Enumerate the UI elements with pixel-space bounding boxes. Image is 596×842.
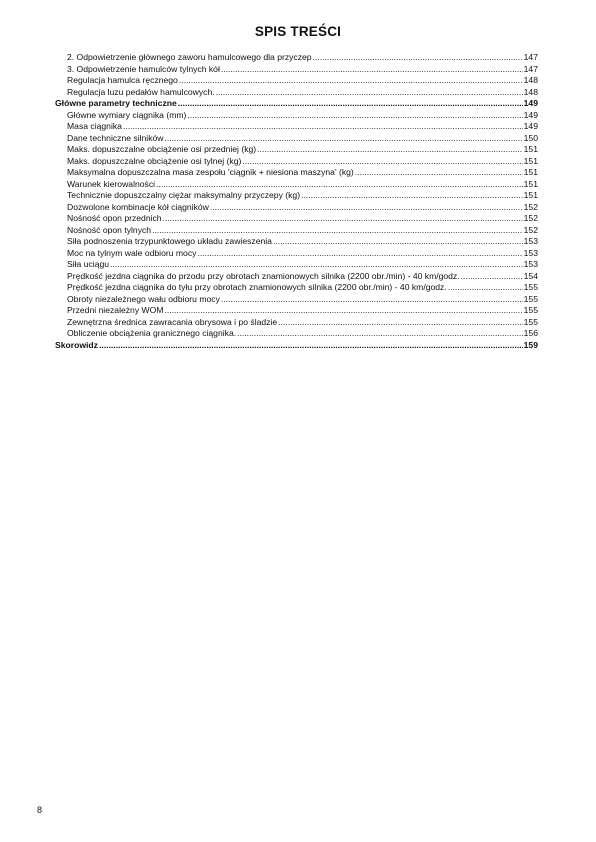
toc-dot-leader [210,202,523,214]
toc-entry-title: Technicznie dopuszczalny ciężar maksymalny przyczepy (kg) [67,190,301,200]
toc-entry[interactable] [55,305,538,317]
toc-entry[interactable] [55,213,538,225]
toc-entry[interactable] [55,202,538,214]
toc-entry-title: Siła uciągu [67,259,110,269]
toc-entry-title: Moc na tylnym wale odbioru mocy [67,247,197,258]
toc-entry-page: 148 [523,75,538,85]
toc-dot-leader [99,340,523,352]
toc-entry-page: 149 [523,109,538,120]
toc-entry[interactable] [55,98,538,110]
toc-entry[interactable] [55,328,538,340]
toc-entry-page: 149 [523,98,538,108]
toc-entry-title: Główne parametry techniczne [55,98,177,108]
toc-entry[interactable] [55,87,538,99]
toc-entry-title: 2. Odpowietrzenie głównego zaworu hamulcowego dla przyczep [67,52,312,62]
toc-entry-title: Maks. dopuszczalne obciążenie osi tylnej (kg) [67,155,242,166]
toc-dot-leader [179,75,523,87]
toc-entry-title: Nośność opon tylnych [67,224,152,235]
toc-entry-title: Przedni niezależny WOM [67,305,164,315]
toc-entry-title: Obliczenie obciążenia granicznego ciągnika. [67,328,237,338]
toc-entry[interactable] [55,64,538,76]
toc-entry-title: Skorowidz [55,339,98,350]
toc-entry-page: 153 [523,259,538,269]
toc-entry-page: 148 [523,86,538,97]
page-number: 8 [37,805,43,815]
toc-entry-page: 151 [523,155,538,166]
toc-entry-page: 155 [523,293,538,304]
toc-entry[interactable] [55,121,538,133]
toc-entry[interactable] [55,271,538,283]
toc-entry-page: 152 [523,201,538,212]
toc-dot-leader [242,156,522,168]
toc-dot-leader [163,213,523,225]
toc-entry-page: 155 [523,316,538,327]
toc-entry-page: 147 [523,52,538,62]
toc-entry-title: Masa ciągnika [67,121,122,131]
toc-entry[interactable] [55,294,538,306]
toc-dot-leader [355,167,523,179]
toc-entry-page: 152 [523,224,538,235]
toc-entry[interactable] [55,179,538,191]
toc-entry-page: 150 [523,132,538,143]
toc-entry-title: Maksymalna dopuszczalna masa zespołu 'ciągnik + niesiona maszyna' (kg) [67,167,354,177]
toc-dot-leader [273,236,523,248]
toc-dot-leader [110,259,523,271]
toc-entry[interactable] [55,110,538,122]
toc-entry-title: Zewnętrzna średnica zawracania obrysowa i po śladzie [67,316,278,327]
toc-entry-title: Prędkość jezdna ciągnika do tyłu przy obrotach znamionowych silnika (2200 obr./min) - 40 km/godz. [67,282,447,292]
toc-entry-page: 152 [523,213,538,223]
toc-entry[interactable] [55,167,538,179]
toc-entry-page: 149 [523,121,538,131]
toc-dot-leader [165,133,523,145]
toc-entry-title: Dozwolone kombinacje kół ciągników [67,201,209,212]
toc-entry-title: Główne wymiary ciągnika (mm) [67,109,187,120]
toc-entry[interactable] [55,144,538,156]
toc-entry-title: Siła podnoszenia trzypunktowego układu zawieszenia [67,236,272,246]
toc-entry-page: 159 [523,339,538,350]
toc-entry[interactable] [55,75,538,87]
toc-entry-title: Regulacja hamulca ręcznego [67,75,178,85]
toc-entry-page: 153 [523,236,538,246]
toc-dot-leader [221,64,523,76]
table-of-contents [55,52,538,351]
toc-entry-page: 151 [523,167,538,177]
toc-dot-leader [216,87,523,99]
toc-dot-leader [301,190,523,202]
toc-entry-page: 151 [523,178,538,189]
toc-entry-page: 151 [523,144,538,154]
toc-entry-page: 155 [523,305,538,315]
toc-entry[interactable] [55,340,538,352]
toc-entry[interactable] [55,225,538,237]
toc-entry-page: 155 [523,282,538,292]
toc-entry-page: 153 [523,247,538,258]
toc-title: SPIS TREŚCI [254,24,342,39]
toc-entry[interactable] [55,133,538,145]
toc-dot-leader [313,52,523,64]
toc-dot-leader [257,144,522,156]
toc-entry-title: Maks. dopuszczalne obciążenie osi przedniej (kg) [67,144,257,154]
toc-entry-page: 151 [523,190,538,200]
toc-dot-leader [461,271,523,283]
toc-entry-title: Dane techniczne silników [67,132,164,143]
toc-dot-leader [152,225,523,237]
toc-entry-page: 154 [523,270,538,281]
toc-dot-leader [221,294,523,306]
toc-dot-leader [237,328,523,340]
toc-dot-leader [164,305,522,317]
toc-entry[interactable] [55,52,538,64]
toc-entry-title: Regulacja luzu pedałów hamulcowych. [67,86,215,97]
toc-entry-title: 3. Odpowietrzenie hamulców tylnych kół [67,63,220,74]
toc-entry[interactable] [55,259,538,271]
toc-entry[interactable] [55,282,538,294]
toc-entry-title: Warunek kierowalności [67,178,156,189]
toc-dot-leader [187,110,522,122]
toc-entry[interactable] [55,156,538,168]
toc-entry[interactable] [55,248,538,260]
toc-entry[interactable] [55,236,538,248]
toc-entry-title: Nośność opon przednich [67,213,162,223]
toc-entry[interactable] [55,317,538,329]
toc-dot-leader [448,282,523,294]
toc-entry-page: 147 [523,63,538,74]
toc-entry-page: 156 [523,328,538,338]
toc-dot-leader [197,248,522,260]
toc-entry[interactable] [55,190,538,202]
toc-dot-leader [178,98,523,110]
toc-entry-title: Obroty niezależnego wału odbioru mocy [67,293,220,304]
toc-entry-title: Prędkość jezdna ciągnika do przodu przy obrotach znamionowych silnika (2200 obr./min) - 40 km/godz. [67,270,460,281]
toc-dot-leader [123,121,523,133]
toc-dot-leader [156,179,523,191]
toc-dot-leader [278,317,522,329]
